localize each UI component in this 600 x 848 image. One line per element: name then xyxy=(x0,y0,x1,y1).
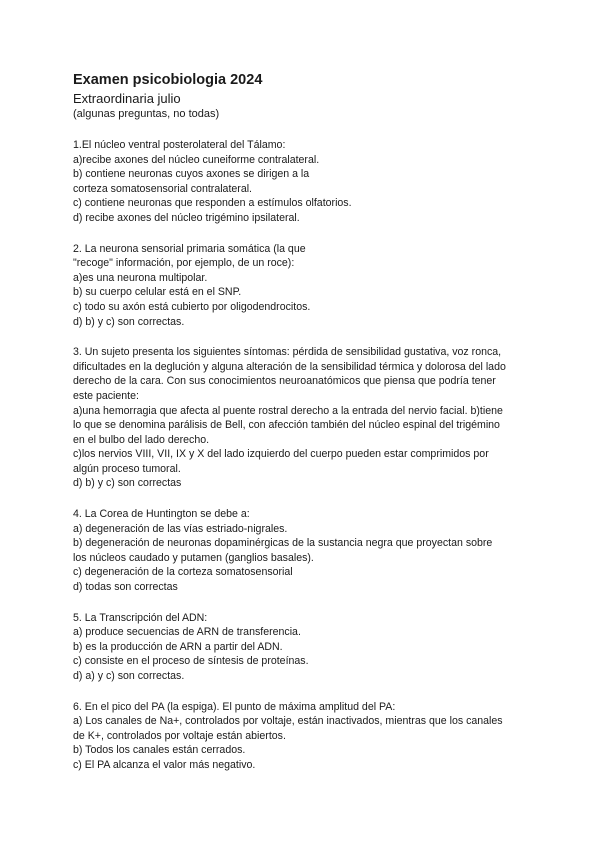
question-text-line: a)recibe axones del núcleo cuneiforme contralateral. xyxy=(73,153,320,166)
question-text-line: corteza somatosensorial contralateral. xyxy=(73,182,253,195)
question-text-line: a) degeneración de las vías estriado-nigrales. xyxy=(73,522,288,535)
question-stem-line: 3. Un sujeto presenta los siguientes síntomas: pérdida de sensibilidad gustativa, voz ronca, xyxy=(73,346,502,359)
question-text-line: algún proceso tumoral. xyxy=(73,462,181,475)
document-note: (algunas preguntas, no todas) xyxy=(73,108,220,120)
question-text-line: d) b) y c) son correctas xyxy=(73,477,182,490)
question-text-line: en el bulbo del lado derecho. xyxy=(73,433,210,446)
question-text-line: d) b) y c) son correctas. xyxy=(73,315,185,328)
document-subtitle: Extraordinaria julio xyxy=(73,91,181,106)
question-text-line: "recoge" información, por ejemplo, de un roce): xyxy=(73,257,295,270)
question-4 xyxy=(73,507,543,595)
question-stem-line: 4. La Corea de Huntington se debe a: xyxy=(73,508,250,521)
question-text-line: b) es la producción de ARN a partir del ADN. xyxy=(73,640,283,653)
document-title: Examen psicobiologia 2024 xyxy=(73,72,263,88)
question-text-line: b) contiene neuronas cuyos axones se dirigen a la xyxy=(73,168,310,181)
question-text-line: a)una hemorragia que afecta al puente rostral derecho a la entrada del nervio facial. b)tiene xyxy=(73,404,503,417)
question-text-line: de K+, controlados por voltaje están abiertos. xyxy=(73,729,286,742)
question-6 xyxy=(73,700,543,773)
question-text-line: c)los nervios VIII, VII, IX y X del lado izquierdo del cuerpo pueden estar comprimidos por xyxy=(73,448,489,461)
question-5 xyxy=(73,611,543,684)
question-stem-line: 5. La Transcripción del ADN: xyxy=(73,611,208,624)
question-text-line: c) consiste en el proceso de síntesis de proteínas. xyxy=(73,655,309,668)
question-text-line: d) todas son correctas xyxy=(73,581,178,594)
question-3 xyxy=(73,345,543,491)
question-text-line: c) contiene neuronas que responden a estímulos olfatorios. xyxy=(73,197,352,210)
question-2 xyxy=(73,242,543,330)
question-text-line: dificultades en la deglución y alguna alteración de la sensibilidad térmica y dolorosa del lado xyxy=(73,360,506,373)
question-text-line: a) Los canales de Na+, controlados por voltaje, están inactivados, mientras que los canales xyxy=(73,715,503,728)
question-text-line: a)es una neurona multipolar. xyxy=(73,271,208,284)
question-text-line: b) degeneración de neuronas dopaminérgicas de la sustancia negra que proyectan sobre xyxy=(73,537,493,550)
question-text-line: este paciente: xyxy=(73,389,139,402)
question-text-line: lo que se denomina parálisis de Bell, con afección también del núcleo espinal del trigémino xyxy=(73,419,500,432)
question-list xyxy=(73,138,543,773)
question-text-line: c) El PA alcanza el valor más negativo. xyxy=(73,758,256,771)
question-text-line: c) todo su axón está cubierto por oligodendrocitos. xyxy=(73,300,311,313)
question-1 xyxy=(73,138,543,226)
question-stem-line: 2. La neurona sensorial primaria somática (la que xyxy=(73,242,306,255)
question-text-line: d) recibe axones del núcleo trigémino ipsilateral. xyxy=(73,211,300,224)
question-text-line: derecho de la cara. Con sus conocimientos neuroanatómicos que piensa que podría tener xyxy=(73,375,496,388)
question-text-line: b) su cuerpo celular está en el SNP. xyxy=(73,286,242,299)
question-text-line: a) produce secuencias de ARN de transferencia. xyxy=(73,626,301,639)
question-text-line: b) Todos los canales están cerrados. xyxy=(73,744,246,757)
question-text-line: los núcleos caudado y putamen (ganglios basales). xyxy=(73,551,314,564)
question-stem-line: 1.El núcleo ventral posterolateral del Tálamo: xyxy=(73,139,286,151)
question-stem-line: 6. En el pico del PA (la espiga). El punto de máxima amplitud del PA: xyxy=(73,700,396,713)
question-text-line: c) degeneración de la corteza somatosensorial xyxy=(73,566,293,579)
document-page xyxy=(73,71,543,789)
question-text-line: d) a) y c) son correctas. xyxy=(73,670,185,682)
